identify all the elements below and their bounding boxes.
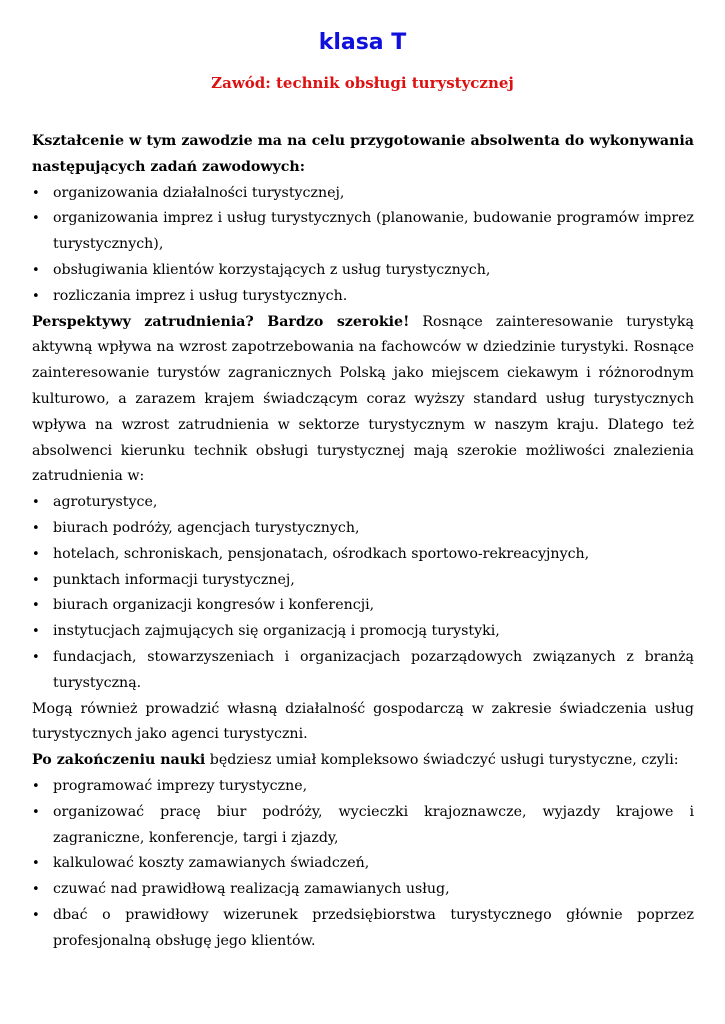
- after-school-text: będziesz umiał kompleksowo świadczyć usługi turystyczne, czyli:: [205, 752, 679, 769]
- employment-place-item: • biurach podróży, agencjach turystycznych,: [32, 516, 694, 542]
- task-item: • rozliczania imprez i usług turystycznych.: [32, 284, 694, 310]
- task-item: • organizowania imprez i usług turystycznych (planowanie, budowanie programów imprez turystycznych),: [32, 206, 694, 258]
- task-item: • obsługiwania klientów korzystających z usług turystycznych,: [32, 258, 694, 284]
- skill-item: • dbać o prawidłowy wizerunek przedsiębiorstwa turystycznego głównie poprzez profesjonalną obsługę jego klientów.: [32, 903, 694, 955]
- employment-place-item: • punktach informacji turystycznej,: [32, 568, 694, 594]
- intro-heading: Kształcenie w tym zawodzie ma na celu przygotowanie absolwenta do wykonywania następujących zadań zawodowych:: [32, 133, 694, 175]
- employment-places-list: [32, 490, 694, 696]
- employment-place-item: • fundacjach, stowarzyszeniach i organizacjach pozarządowych związanych z branżą turystyczną.: [32, 645, 694, 697]
- employment-place-item: • hotelach, schroniskach, pensjonatach, ośrodkach sportowo-rekreacyjnych,: [32, 542, 694, 568]
- after-school-paragraph: [32, 748, 694, 774]
- prospects-text: Rosnące zainteresowanie turystyką aktywną wpływa na wzrost zapotrzebowania na fachowców w dziedzinie turystyki. Rosnące zainteresowanie turystów zagranicznych Polską jako miejscem ciekawym i różnorodnym kulturowo, a zarazem krajem świadczącym coraz wyższy standard usług turystycznych wpływa na wzrost zatrudnienia w sektorze turystycznym w naszym kraju. Dlatego też absolwenci kierunku technik obsługi turystycznej mają szerokie możliwości znalezienia zatrudnienia w:: [32, 313, 694, 485]
- skill-item: • czuwać nad prawidłową realizacją zamawianych usług,: [32, 877, 694, 903]
- prospects-paragraph: [32, 310, 694, 491]
- after-school-heading: Po zakończeniu nauki: [32, 752, 206, 769]
- skill-item: • programować imprezy turystyczne,: [32, 774, 694, 800]
- skill-item: • organizować pracę biur podróży, wycieczki krajoznawcze, wyjazdy krajowe i zagraniczne, konferencje, targi i zjazdy,: [32, 800, 694, 852]
- employment-place-item: • biurach organizacji kongresów i konferencji,: [32, 593, 694, 619]
- employment-place-item: • agroturystyce,: [32, 490, 694, 516]
- employment-place-item: • instytucjach zajmujących się organizacją i promocją turystyki,: [32, 619, 694, 645]
- task-item: • organizowania działalności turystycznej,: [32, 181, 694, 207]
- skills-list: [32, 774, 694, 955]
- document-subtitle: Zawód: technik obsługi turystycznej: [211, 74, 514, 92]
- skill-item: • kalkulować koszty zamawianych świadczeń,: [32, 851, 694, 877]
- prospects-heading: Perspektywy zatrudnienia? Bardzo szerokie!: [32, 313, 410, 330]
- document-body: [32, 129, 694, 955]
- business-paragraph: Mogą również prowadzić własną działalność gospodarczą w zakresie świadczenia usług turystycznych jako agenci turystyczni.: [32, 700, 694, 743]
- tasks-list: [32, 181, 694, 310]
- document-title: klasa T: [318, 30, 407, 55]
